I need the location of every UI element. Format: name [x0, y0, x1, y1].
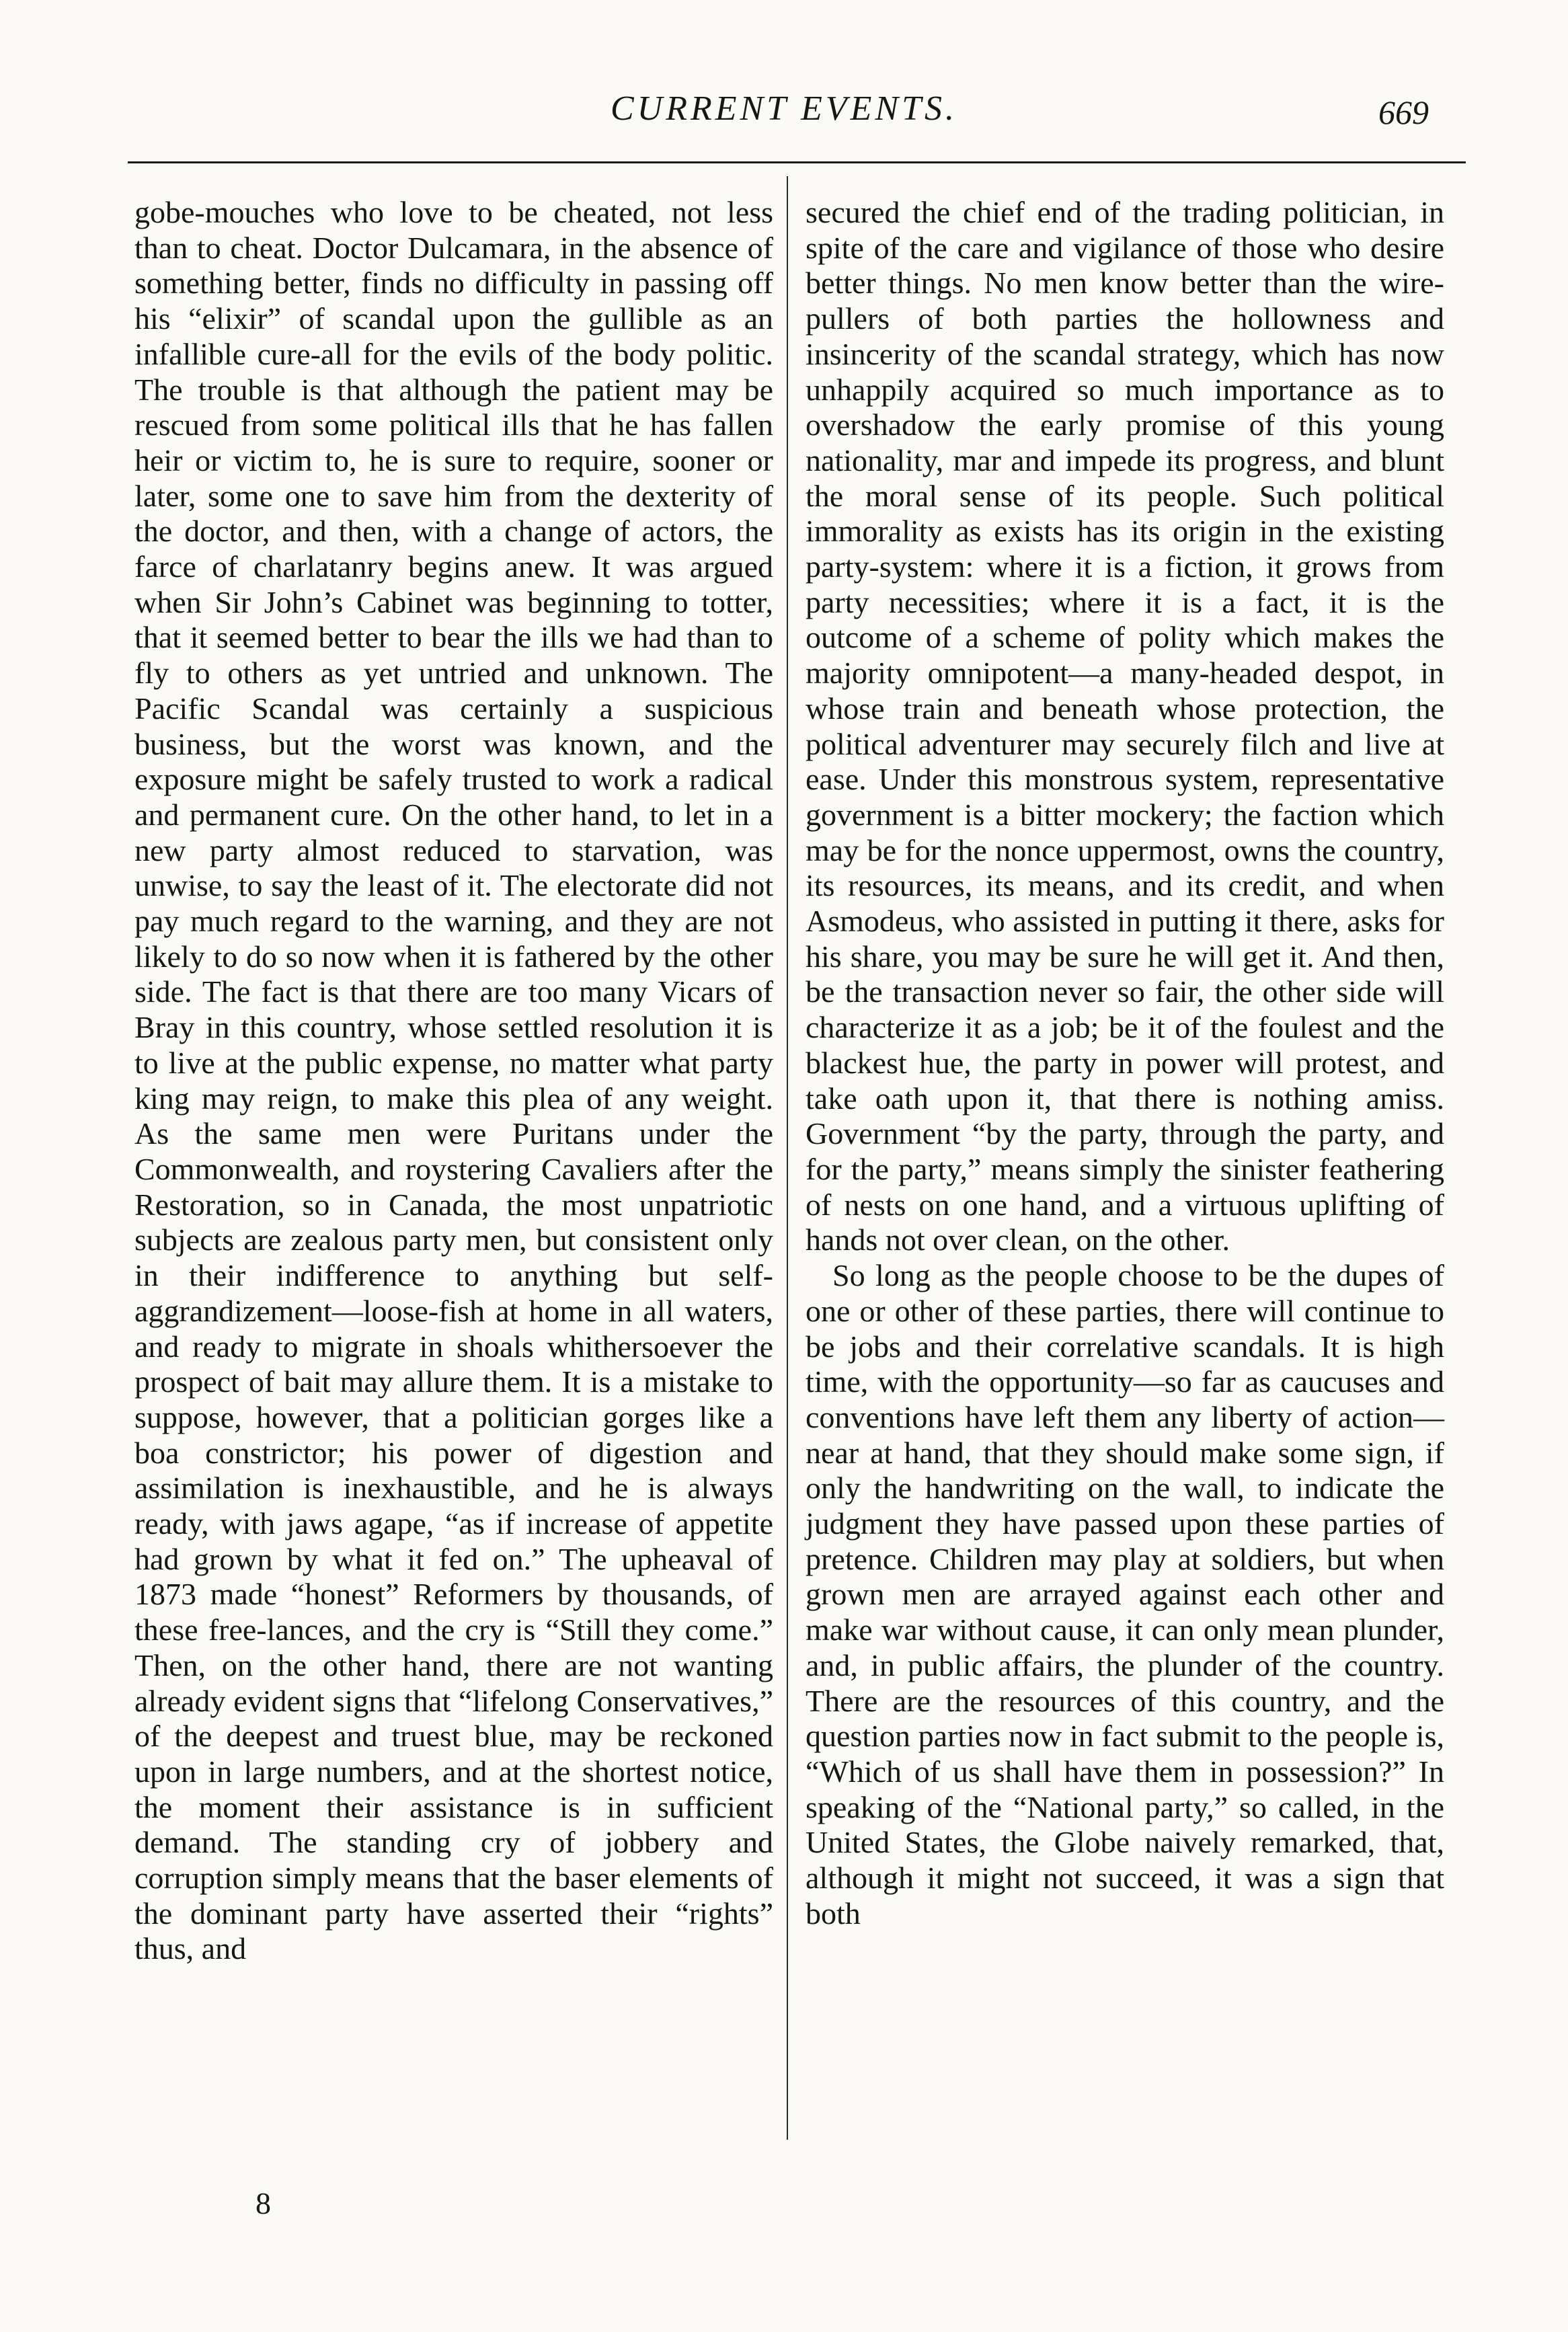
column-divider — [787, 176, 788, 2140]
left-column — [134, 195, 773, 1967]
paragraph: So long as the people choose to be the dupes of one or other of these parties, there will continue to be jobs and their correlative scandals. It is high time, with the opportunity—so far as caucuses and conventions have left them any liberty of action—near at hand, that they should make some sign, if only the handwriting on the wall, to indicate the judgment they have passed upon these parties of pretence. Children may play at soldiers, but when grown men are arrayed against each other and make war without cause, it can only mean plunder, and, in public affairs, the plunder of the country. There are the resources of this country, and the question parties now in fact submit to the people is, “Which of us shall have them in possession?” In speaking of the “National party,” so called, in the United States, the Globe naively remarked, that, although it might not succeed, it was a sign that both — [806, 1258, 1444, 1931]
printer-signature-mark: 8 — [256, 2186, 271, 2220]
paragraph: secured the chief end of the trading politician, in spite of the care and vigilance of those who desire better things. No men know better than the wire-pullers of both parties the hollowness and insincerity of the scandal strategy, which has now unhappily acquired so much importance as to overshadow the early promise of this young nationality, mar and impede its progress, and blunt the moral sense of its people. Such political immorality as exists has its origin in the existing party-system: where it is a fiction, it grows from party necessities; where it is a fact, it is the outcome of a scheme of polity which makes the majority omnipotent—a many-headed despot, in whose train and beneath whose protection, the political adventurer may securely filch and live at ease. Under this monstrous system, representative government is a bitter mockery; the faction which may be for the nonce uppermost, owns the country, its resources, its means, and its credit, and when Asmodeus, who assisted in putting it there, asks for his share, you may be sure he will get it. And then, be the transaction never so fair, the other side will characterize it as a job; be it of the foulest and the blackest hue, the party in power will protest, and take oath upon it, that there is nothing amiss. Government “by the party, through the party, and for the party,” means simply the sinister feathering of nests on one hand, and a virtuous uplifting of hands not over clean, on the other. — [806, 195, 1444, 1257]
running-header-title: CURRENT EVENTS. — [610, 89, 958, 128]
page-number: 669 — [1378, 93, 1429, 131]
right-column — [806, 195, 1444, 1931]
paragraph: gobe-mouches who love to be cheated, not less than to cheat. Doctor Dulcamara, in the absence of something better, finds no difficulty in passing off his “elixir” of scandal upon the gullible as an infallible cure-all for the evils of the body politic. The trouble is that although the patient may be rescued from some political ills that he has fallen heir or victim to, he is sure to require, sooner or later, some one to save him from the dexterity of the doctor, and then, with a change of actors, the farce of charlatanry begins anew. It was argued when Sir John’s Cabinet was beginning to totter, that it seemed better to bear the ills we had than to fly to others as yet untried and unknown. The Pacific Scandal was certainly a suspicious business, but the worst was known, and the exposure might be safely trusted to work a radical and permanent cure. On the other hand, to let in a new party almost reduced to starvation, was unwise, to say the least of it. The electorate did not pay much regard to the warning, and they are not likely to do so now when it is fathered by the other side. The fact is that there are too many Vicars of Bray in this country, whose settled resolution it is to live at the public expense, no matter what party king may reign, to make this plea of any weight. As the same men were Puritans under the Commonwealth, and roystering Cavaliers after the Restoration, so in Canada, the most unpatriotic subjects are zealous party men, but consistent only in their indifference to anything but self-aggrandizement—loose-fish at home in all waters, and ready to migrate in shoals whithersoever the prospect of bait may allure them. It is a mistake to suppose, however, that a politician gorges like a boa constrictor; his power of digestion and assimilation is inexhaustible, and he is always ready, with jaws agape, “as if increase of appetite had grown by what it fed on.” The upheaval of 1873 made “honest” Reformers by thousands, of these free-lances, and the cry is “Still they come.” Then, on the other hand, there are not wanting already evident signs that “lifelong Conservatives,” of the deepest and truest blue, may be reckoned upon in large numbers, and at the shortest notice, the moment their assistance is in sufficient demand. The standing cry of jobbery and corruption simply means that the baser elements of the dominant party have asserted their “rights” thus, and — [134, 195, 773, 1966]
header-rule — [128, 161, 1466, 163]
